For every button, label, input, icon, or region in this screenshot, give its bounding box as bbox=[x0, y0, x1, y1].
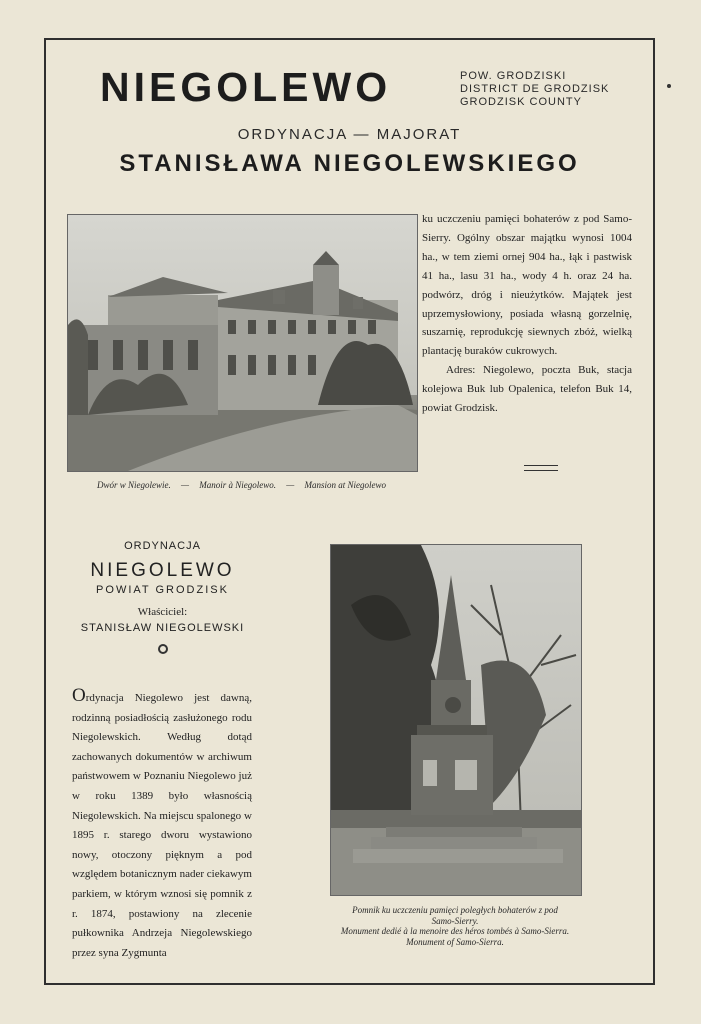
margin-dot bbox=[667, 84, 671, 88]
caption-dash: — bbox=[180, 480, 189, 490]
caption-dash: — bbox=[286, 480, 295, 490]
history-text: rdynacja Niegolewo jest dawną, rodzinną posiadłością zasłużonego rodu Niegolewskich. Według dotąd zachowanych dokumentów w archiwum państwowem w Poznaniu Niegolewo już w roku 1389 było własnością Niegolewskich. Na miejscu spalonego w 1895 r. starego dworu wystawiono nowy, otoczony pięknym a pod względem botanicznym nader ciekawym parkiem, w którym wznosi się pomnik z r. 1874, postawiony na zlecenie pułkownika Andrzeja Niegolewskiego przez syna Zygmunta bbox=[72, 692, 252, 959]
section-divider bbox=[524, 465, 558, 471]
district-line: GRODZISK COUNTY bbox=[460, 96, 582, 108]
manor-caption bbox=[67, 480, 416, 490]
owner-label: Właściciel: bbox=[137, 606, 188, 618]
address-paragraph: Adres: Niegolewo, poczta Buk, stacja kolejowa Buk lub Opalenica, telefon Buk 14, powiat Grodzisk. bbox=[422, 364, 632, 415]
district-label bbox=[460, 70, 630, 109]
body-paragraph: ku uczczeniu pamięci bohaterów z pod Samo-Sierry. Ogólny obszar majątku wynosi 1004 ha., w tem ziemi ornej 904 ha., łąk i pastwisk 41 ha., lasu 31 ha., wody 4 h. oraz 24 ha. podwórz, dróg i nieużytków. Majątek jest uprzemysłowiony, posiada własną gorzelnię, suszarnię, reprodukcję siewnych zbóż, wielką plantację buraków cukrowych. bbox=[422, 213, 632, 358]
owner-name: STANISŁAW NIEGOLEWSKI bbox=[80, 622, 245, 634]
caption-text: Dwór w Niegolewie. bbox=[96, 480, 171, 490]
subtitle: ORDYNACJA — MAJORAT bbox=[237, 126, 462, 143]
right-column-text bbox=[422, 210, 632, 418]
caption-line: Pomnik ku uczczeniu pamięci poległych bohaterów z pod bbox=[352, 905, 558, 915]
caption-text: Mansion at Niegolewo bbox=[304, 480, 387, 490]
district-line: POW. GRODZISKI bbox=[460, 70, 567, 82]
estate-name: NIEGOLEWO bbox=[90, 560, 235, 581]
history-paragraph bbox=[72, 686, 252, 963]
estate-county: POWIAT GRODZISK bbox=[96, 584, 229, 596]
owner-heading: STANISŁAWA NIEGOLEWSKIEGO bbox=[119, 150, 580, 177]
monument-caption bbox=[320, 905, 590, 947]
caption-line: Monument dedié à la menoire des héros tombés à Samo-Sierra. bbox=[340, 926, 570, 936]
caption-line: Samo-Sierry. bbox=[431, 915, 479, 926]
left-column-text bbox=[72, 686, 252, 963]
page-title: NIEGOLEWO bbox=[100, 64, 392, 110]
estate-info-block bbox=[60, 540, 265, 654]
monument-photo bbox=[330, 544, 582, 896]
caption-line: Monument of Samo-Sierra. bbox=[406, 936, 504, 947]
district-line: DISTRICT DE GRODZISK bbox=[460, 83, 610, 95]
drop-cap: O bbox=[72, 685, 86, 706]
caption-text: Manoir à Niegolewo. bbox=[199, 480, 276, 490]
manor-photo bbox=[67, 214, 418, 472]
estate-label: ORDYNACJA bbox=[124, 540, 201, 552]
ring-ornament-icon bbox=[158, 644, 168, 654]
